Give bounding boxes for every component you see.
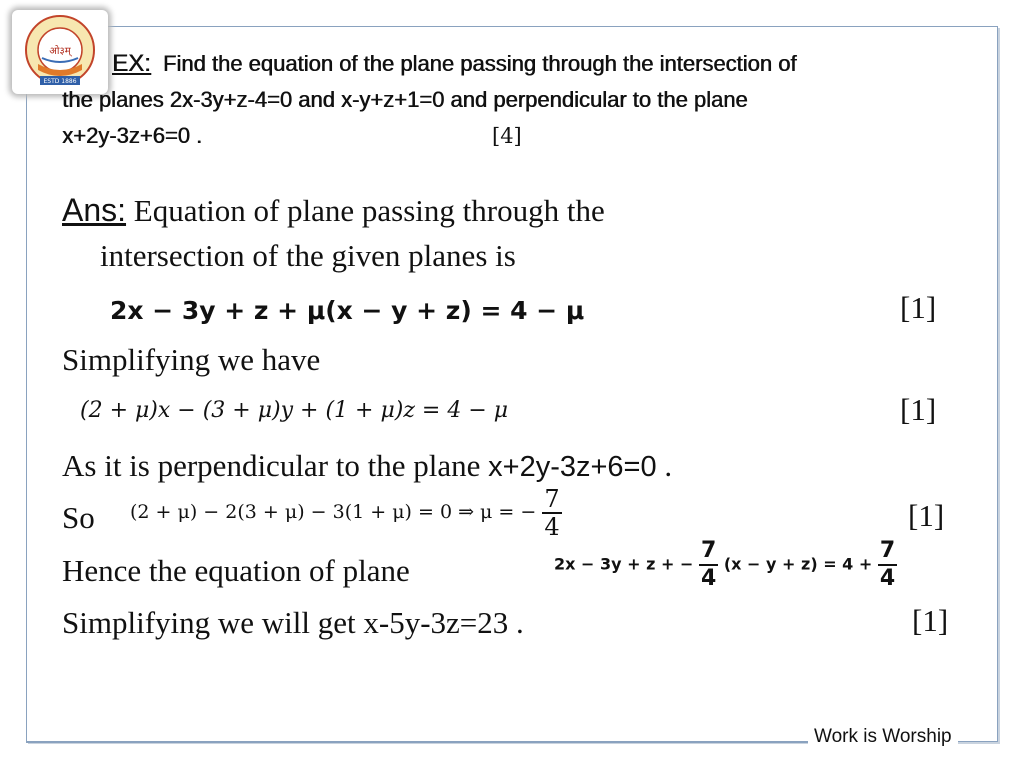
footer-motto: Work is Worship — [808, 726, 958, 748]
ans-label: Ans: — [62, 192, 127, 228]
logo-center-text: ओ३म् — [49, 46, 71, 57]
ex-label: EX: — [112, 50, 151, 77]
mark-3: [1] — [908, 498, 945, 533]
perpendicular-line: As it is perpendicular to the plane x+2y-3z+6=0 . — [62, 448, 673, 483]
fraction-seven-fourths-right: $\frac{7}{4}$ — [879, 538, 896, 591]
question-line-2: the planes 2x-3y+z-4=0 and x-y+z+1=0 and perpendicular to the plane — [62, 87, 748, 112]
question-marks: [4] — [492, 124, 522, 148]
equation-2: (2 + μ)x − (3 + μ)y + (1 + μ)z = 4 − μ — [80, 398, 509, 423]
equation-4: 2x − 3y + z + − $\frac{7}{4}$ (x − y + z) = 4 + $\frac{7}{4}$ — [554, 538, 896, 591]
mark-4: [1] — [912, 603, 949, 638]
mark-2: [1] — [900, 392, 937, 427]
question-line-1: Find the equation of the plane passing through the intersection of — [162, 51, 797, 76]
answer-line-1: Ans: Equation of plane passing through the — [62, 192, 605, 228]
mark-1: [1] — [900, 290, 937, 325]
perpendicular-plane-eq: x+2y-3z+6=0 — [488, 451, 657, 483]
fraction-seven-fourths-left: $\frac{7}{4}$ — [700, 538, 717, 591]
simplify-label: Simplifying we have — [62, 342, 321, 377]
footer-line — [26, 742, 808, 743]
hence-label: Hence the equation of plane — [62, 553, 410, 588]
question-block — [62, 46, 962, 154]
answer-line-2: intersection of the given planes is — [100, 238, 516, 273]
fraction-seven-fourths: $\frac{7}{4}$ — [544, 485, 560, 541]
equation-3: (2 + μ) − 2(3 + μ) − 3(1 + μ) = 0 ⇒ μ = − $\frac{7}{4}$ — [130, 485, 560, 541]
logo-estd-text: ESTD 1886 — [43, 78, 77, 85]
final-result-line: Simplifying we will get x-5y-3z=23 . — [62, 605, 524, 640]
so-label: So — [62, 500, 95, 535]
equation-1: 2x − 3y + z + μ(x − y + z) = 4 − μ — [110, 296, 585, 325]
question-line-3: x+2y-3z+6=0 . — [62, 123, 203, 148]
